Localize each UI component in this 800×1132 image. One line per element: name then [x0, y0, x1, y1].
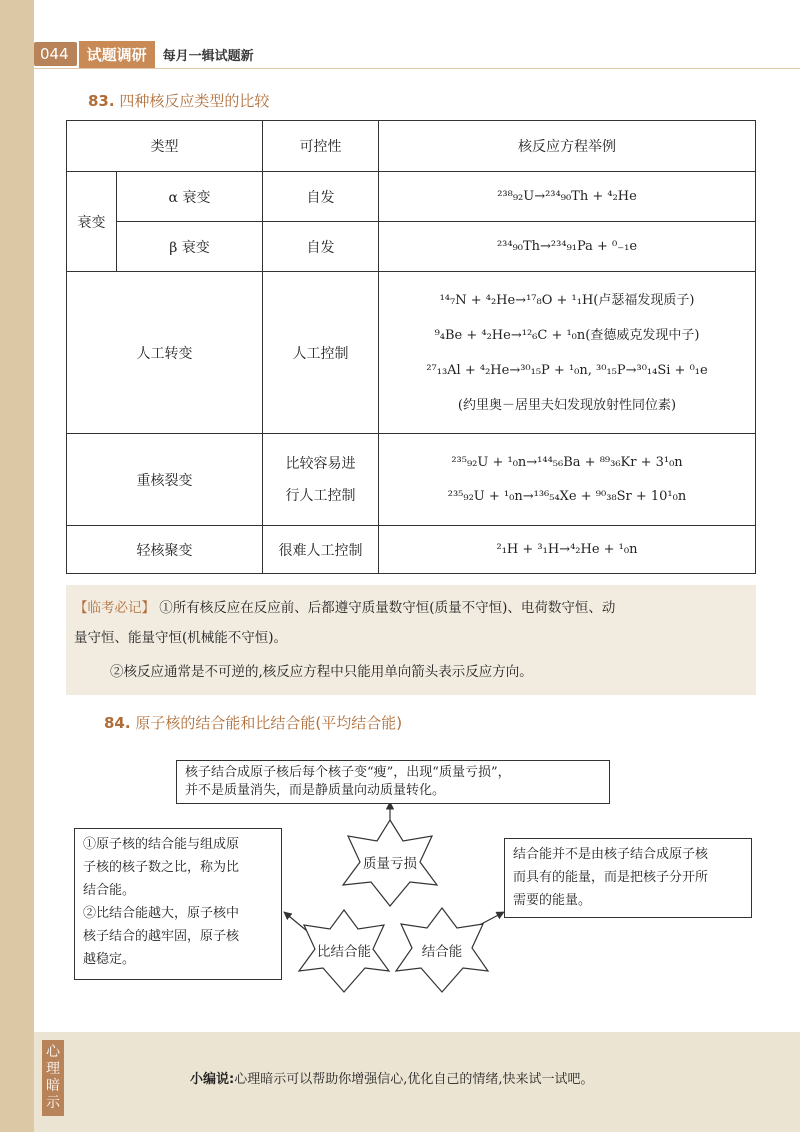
footer-note	[190, 1068, 593, 1087]
equation-line: ²³⁵₉₂U + ¹₀n→¹³⁶₅₄Xe + ⁹⁰₃₈Sr + 10¹₀n	[447, 488, 687, 504]
type-cell: 轻核聚变	[67, 526, 263, 574]
box-line: ②比结合能越大，原子核中	[83, 906, 240, 921]
box-line: 子核的核子数之比，称为比	[83, 860, 240, 875]
reminder-line-1	[74, 593, 754, 623]
table-header-row	[67, 121, 756, 172]
type-cell: 重核裂变	[67, 434, 263, 526]
reminder-text-1: ①所有核反应在反应前、后都遵守质量数守恒(质量不守恒)、电荷数守恒、动	[159, 600, 616, 616]
page-header	[34, 40, 254, 68]
box-line: ①原子核的结合能与组成原	[83, 837, 240, 852]
header-equation: 核反应方程举例	[379, 121, 756, 172]
table-row	[67, 272, 756, 434]
equation-cell: ²³⁴₉₀Th→²³⁴₉₁Pa + ⁰₋₁e	[379, 222, 756, 272]
box-line: 越稳定。	[83, 952, 136, 967]
type-cell: α 衰变	[117, 172, 263, 222]
section-83-title	[88, 90, 269, 111]
control-cell: 很难人工控制	[263, 526, 379, 574]
table-row	[67, 434, 756, 526]
section-84-text: 原子核的结合能和比结合能(平均结合能)	[135, 714, 403, 732]
reminder-tag: 【临考必记】	[74, 600, 155, 616]
header-divider	[34, 68, 800, 69]
table-row	[67, 222, 756, 272]
section-84-number: 84.	[104, 714, 131, 732]
equation-line: ²⁷₁₃Al + ⁴₂He→³⁰₁₅P + ¹₀n, ³⁰₁₅P→³⁰₁₄Si + ⁰₁e	[426, 362, 708, 378]
footer-text: 心理暗示可以帮助你增强信心,优化自己的情绪,快来试一试吧。	[234, 1072, 594, 1087]
equation-line: ²³⁵₉₂U + ¹₀n→¹⁴⁴₅₆Ba + ⁸⁹₃₆Kr + 3¹₀n	[451, 454, 683, 470]
equation-cell: ²₁H + ³₁H→⁴₂He + ¹₀n	[379, 526, 756, 574]
box-line: 并不是质量消失，而是静质量向动质量转化。	[185, 783, 446, 798]
header-subtitle: 每月一辑试题新	[162, 48, 254, 64]
equation-cell	[379, 272, 756, 434]
equation-cell	[379, 434, 756, 526]
binding-energy-label: 结合能	[421, 944, 463, 960]
control-cell	[263, 434, 379, 526]
section-83-text: 四种核反应类型的比较	[119, 92, 270, 110]
section-84-title	[104, 712, 402, 733]
header-control: 可控性	[263, 121, 379, 172]
control-line: 比较容易进	[285, 455, 356, 472]
exam-reminder-box	[66, 585, 756, 695]
decay-group-cell: 衰变	[67, 172, 117, 272]
box-line: 核子结合成原子核后每个核子变“瘦”，出现“质量亏损”，	[185, 765, 511, 780]
nuclear-reaction-table	[66, 120, 756, 574]
equation-line: (约里奥－居里夫妇发现放射性同位素)	[457, 397, 677, 413]
section-83-number: 83.	[88, 92, 115, 110]
box-line: 核子结合的越牢固，原子核	[83, 929, 240, 944]
table-row	[67, 172, 756, 222]
equation-cell: ²³⁸₉₂U→²³⁴₉₀Th + ⁴₂He	[379, 172, 756, 222]
header-type: 类型	[67, 121, 263, 172]
footer-tag: 心理暗示	[42, 1040, 64, 1116]
type-cell: 人工转变	[67, 272, 263, 434]
control-cell: 自发	[263, 172, 379, 222]
specific-binding-energy-label: 比结合能	[317, 944, 371, 960]
table-row	[67, 526, 756, 574]
reminder-line-2: 量守恒、能量守恒(机械能不守恒)。	[74, 630, 288, 646]
mass-defect-note-box	[176, 760, 610, 804]
specific-binding-energy-box	[74, 828, 282, 980]
box-line: 结合能。	[83, 883, 136, 898]
box-line: 而具有的能量，而是把核子分开所	[513, 870, 709, 885]
control-cell: 人工控制	[263, 272, 379, 434]
reminder-line-3: ②核反应通常是不可逆的,核反应方程中只能用单向箭头表示反应方向。	[110, 664, 533, 680]
section-label: 试题调研	[79, 41, 155, 68]
mass-defect-label: 质量亏损	[363, 856, 417, 872]
equation-line: ¹⁴₇N + ⁴₂He→¹⁷₈O + ¹₁H(卢瑟福发现质子)	[439, 292, 695, 308]
binding-energy-box	[504, 838, 752, 918]
control-line: 行人工控制	[285, 487, 356, 504]
equation-line: ⁹₄Be + ⁴₂He→¹²₆C + ¹₀n(查德威克发现中子)	[434, 327, 700, 343]
box-line: 需要的能量。	[513, 893, 592, 908]
page-number: 044	[34, 42, 77, 66]
footer-label: 小编说:	[190, 1072, 235, 1087]
box-line: 结合能并不是由核子结合成原子核	[513, 847, 709, 862]
type-cell: β 衰变	[117, 222, 263, 272]
control-cell: 自发	[263, 222, 379, 272]
